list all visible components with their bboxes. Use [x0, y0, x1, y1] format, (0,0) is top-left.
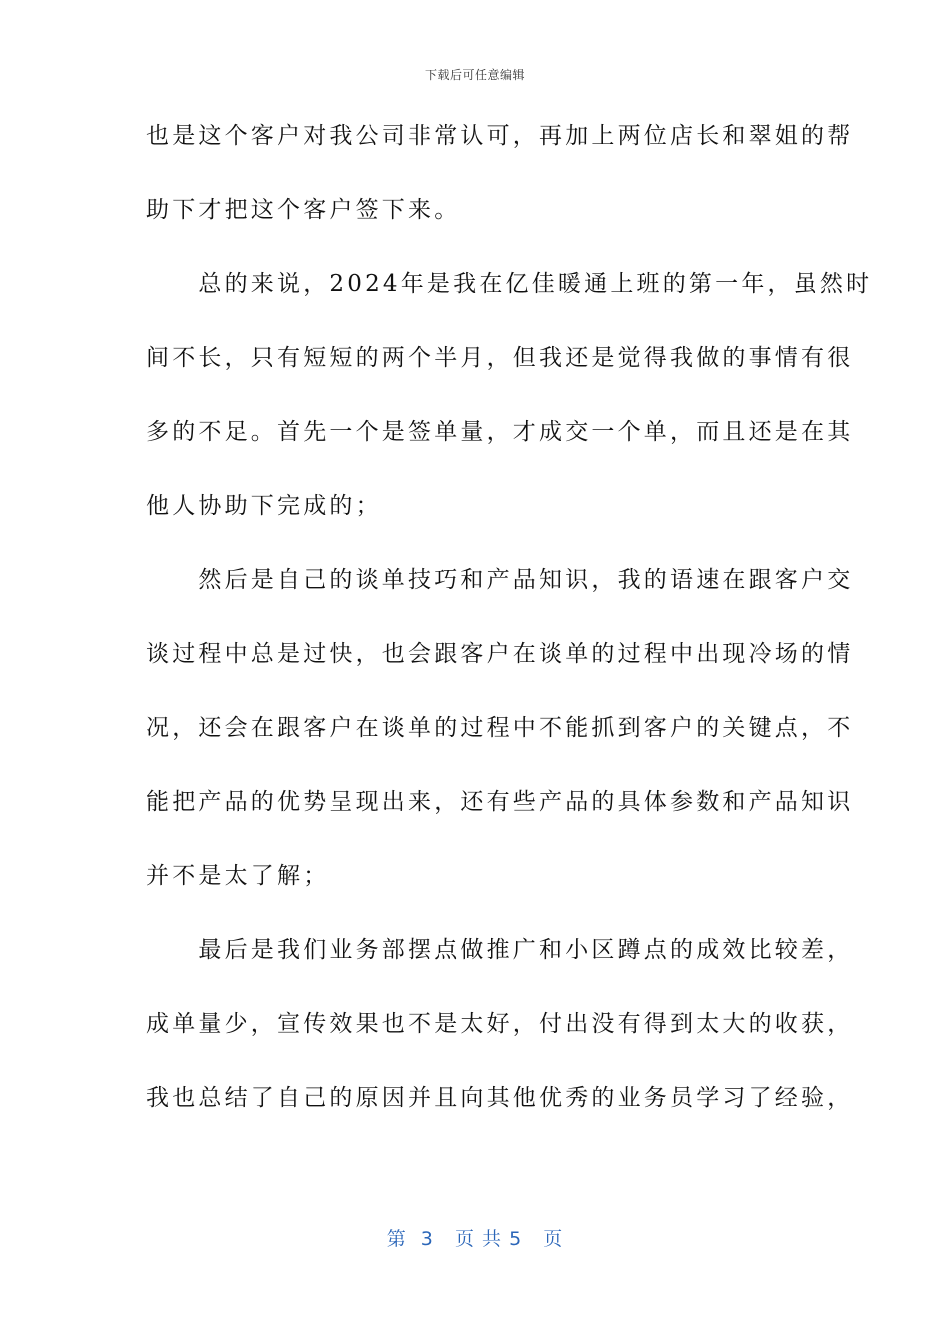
- page-header: 下载后可任意编辑: [424, 68, 525, 82]
- text-line: 然后是自己的谈单技巧和产品知识，我的语速在跟客户交: [146, 567, 854, 593]
- page-number-footer: 第 3 页 共 5 页: [386, 1228, 564, 1250]
- text-line: 也是这个客户对我公司非常认可，再加上两位店长和翠姐的帮: [146, 123, 854, 149]
- text-line: 多的不足。首先一个是签单量，才成交一个单，而且还是在其: [146, 419, 854, 445]
- text-line: 间不长，只有短短的两个半月，但我还是觉得我做的事情有很: [146, 345, 854, 371]
- text-line: 并不是太了解；: [146, 863, 330, 889]
- text-line: 成单量少，宣传效果也不是太好，付出没有得到太大的收获，: [146, 1011, 854, 1037]
- text-line: 况，还会在跟客户在谈单的过程中不能抓到客户的关键点，不: [146, 715, 854, 741]
- text-line: 助下才把这个客户签下来。: [146, 197, 461, 223]
- text-line: 能把产品的优势呈现出来，还有些产品的具体参数和产品知识: [146, 789, 854, 815]
- text-line: 他人协助下完成的；: [146, 493, 382, 519]
- text-line: 总的来说，2024年是我在亿佳暖通上班的第一年，虽然时: [146, 271, 873, 297]
- text-line: 谈过程中总是过快，也会跟客户在谈单的过程中出现冷场的情: [146, 641, 854, 667]
- text-line: 我也总结了自己的原因并且向其他优秀的业务员学习了经验，: [146, 1085, 854, 1111]
- text-line: 最后是我们业务部摆点做推广和小区蹲点的成效比较差，: [146, 937, 854, 963]
